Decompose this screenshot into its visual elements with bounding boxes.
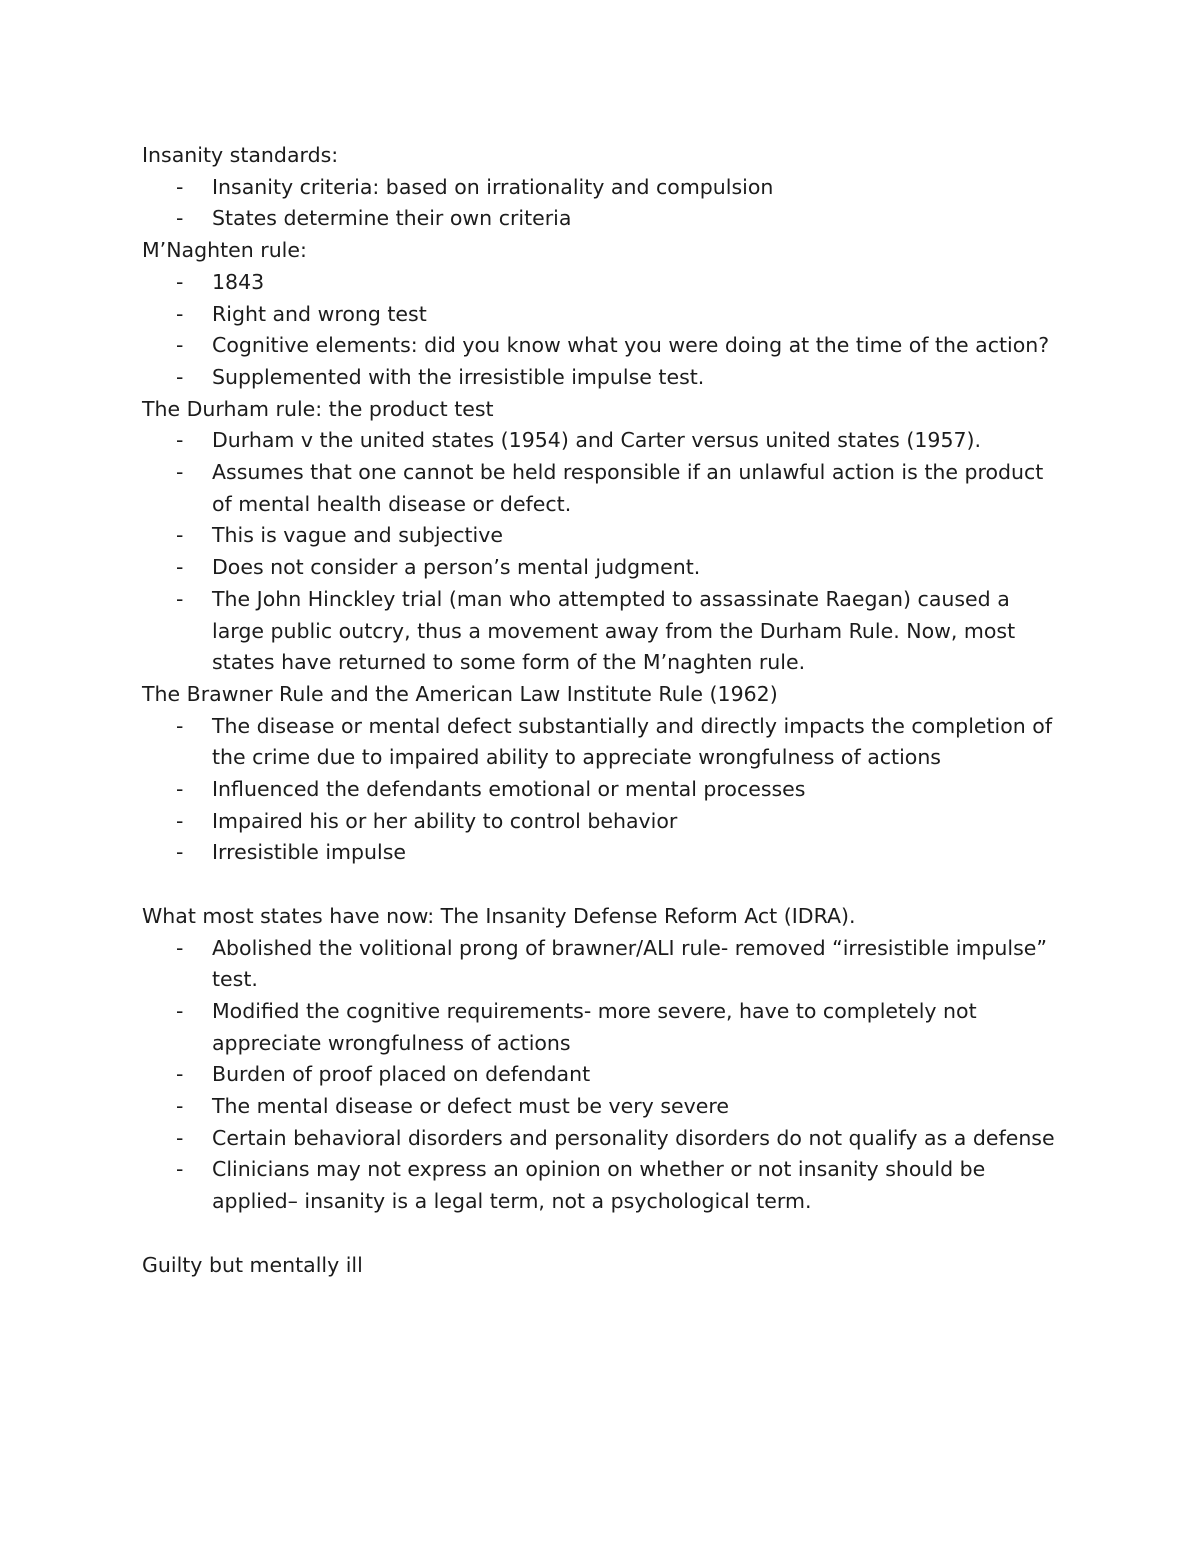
list-item: - Clinicians may not express an opinion on whether or not insanity should be applied– insanity is a legal term, not a psychological term.: [142, 1154, 1062, 1217]
list-item: - Burden of proof placed on defendant: [142, 1059, 1062, 1091]
list-item: - The mental disease or defect must be very severe: [142, 1091, 1062, 1123]
section-idra: [142, 901, 1082, 1218]
section-heading: The Brawner Rule and the American Law Institute Rule (1962): [142, 681, 778, 706]
section-durham-rule: [142, 394, 1082, 679]
list-item: - Assumes that one cannot be held responsible if an unlawful action is the product of mental health disease or defect.: [142, 457, 1062, 520]
section-heading: Guilty but mentally ill: [142, 1252, 363, 1277]
list-item: - Does not consider a person’s mental judgment.: [142, 552, 1062, 584]
list-item: - Supplemented with the irresistible impulse test.: [142, 362, 1062, 394]
blank-line: [142, 869, 1082, 901]
list-item: - Influenced the defendants emotional or mental processes: [142, 774, 1062, 806]
bullet-list: [142, 711, 1082, 870]
list-item: - Insanity criteria: based on irrationality and compulsion: [142, 172, 1062, 204]
bullet-list: [142, 267, 1082, 394]
section-heading: M’Naghten rule:: [142, 238, 307, 263]
section-brawner-ali-rule: [142, 679, 1082, 869]
list-item: - Right and wrong test: [142, 299, 1062, 331]
section-mnaghten-rule: [142, 235, 1082, 394]
section-guilty-but-mentally-ill: [142, 1250, 1082, 1282]
document-page: [142, 140, 1082, 1281]
bullet-list: [142, 172, 1082, 235]
bullet-list: [142, 425, 1082, 679]
list-item: - Impaired his or her ability to control behavior: [142, 806, 1062, 838]
list-item: - Modified the cognitive requirements- more severe, have to completely not appreciate wrongfulness of actions: [142, 996, 1062, 1059]
section-heading: Insanity standards:: [142, 143, 339, 167]
list-item: - Abolished the volitional prong of brawner/ALI rule- removed “irresistible impulse” test.: [142, 933, 1062, 996]
section-heading: The Durham rule: the product test: [142, 396, 494, 421]
list-item: - The John Hinckley trial (man who attempted to assassinate Raegan) caused a large public outcry, thus a movement away from the Durham Rule. Now, most states have returned to some form of the M’naghten rule.: [142, 584, 1062, 679]
list-item: - Durham v the united states (1954) and Carter versus united states (1957).: [142, 425, 1062, 457]
list-item: - This is vague and subjective: [142, 520, 1062, 552]
section-insanity-standards: [142, 140, 1082, 235]
list-item: - The disease or mental defect substantially and directly impacts the completion of the crime due to impaired ability to appreciate wrongfulness of actions: [142, 711, 1062, 774]
list-item: - 1843: [142, 267, 1062, 299]
list-item: - Cognitive elements: did you know what you were doing at the time of the action?: [142, 330, 1062, 362]
list-item: - States determine their own criteria: [142, 203, 1062, 235]
list-item: - Irresistible impulse: [142, 837, 1062, 869]
blank-line: [142, 1218, 1082, 1250]
list-item: - Certain behavioral disorders and personality disorders do not qualify as a defense: [142, 1123, 1062, 1155]
bullet-list: [142, 933, 1082, 1218]
section-heading: What most states have now: The Insanity Defense Reform Act (IDRA).: [142, 903, 856, 928]
